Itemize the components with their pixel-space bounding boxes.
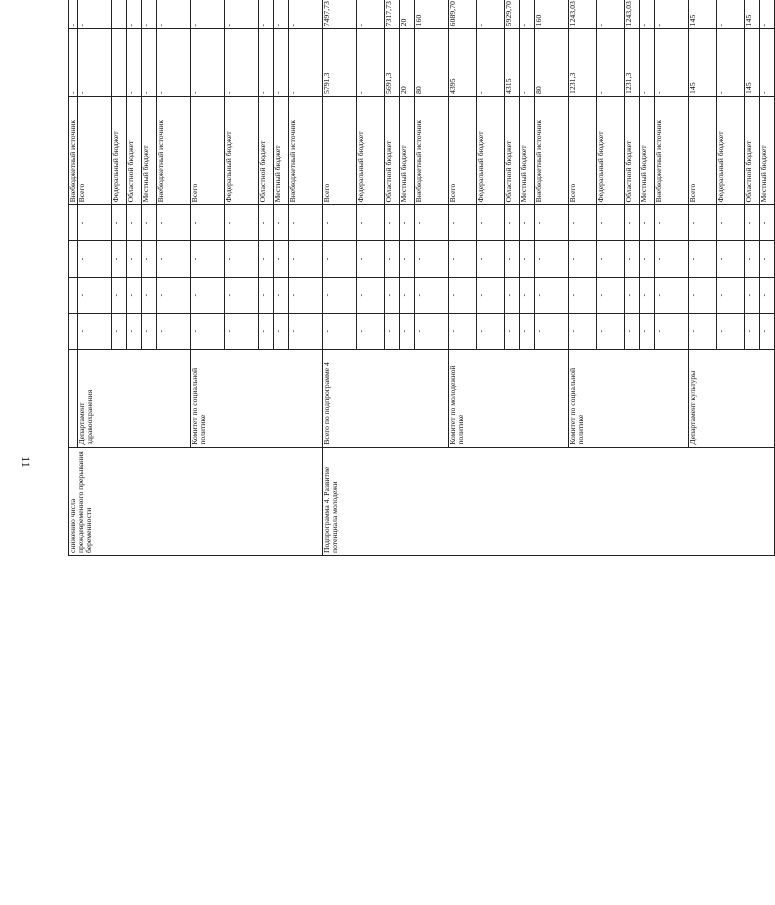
funding-source-cell: Федеральный бюджет	[597, 97, 625, 205]
dash-cell: -	[289, 205, 323, 241]
dash-cell: -	[127, 205, 142, 241]
amount-cell: -	[274, 29, 289, 97]
amount-cell: -	[760, 29, 775, 97]
dash-cell: -	[323, 241, 357, 277]
dash-cell: -	[112, 205, 127, 241]
amount-cell: 145	[689, 29, 717, 97]
funding-source-cell: Областной бюджет	[505, 97, 520, 205]
amount-cell: -	[289, 0, 323, 29]
dash-cell: -	[259, 313, 274, 349]
funding-source-cell: Федеральный бюджет	[717, 97, 745, 205]
funding-source-cell: Федеральный бюджет	[225, 97, 259, 205]
funding-source-cell: Областной бюджет	[385, 97, 400, 205]
funding-source-cell: Федеральный бюджет	[357, 97, 385, 205]
dash-cell: -	[225, 205, 259, 241]
program-cell: Подпрограмма 4. Развитие потенциала молодежи	[323, 447, 775, 555]
amount-cell: 6089,70	[449, 0, 477, 29]
funding-source-cell: Областной бюджет	[625, 97, 640, 205]
dash-cell: -	[520, 313, 535, 349]
amount-cell: -	[289, 29, 323, 97]
amount-cell: 145	[745, 0, 760, 29]
amount-cell: 4315	[505, 29, 520, 97]
funding-source-cell: Местный бюджет	[520, 97, 535, 205]
dash-cell: -	[520, 277, 535, 313]
dash-cell: -	[400, 313, 415, 349]
dash-cell: -	[225, 241, 259, 277]
amount-cell: -	[142, 29, 157, 97]
dash-cell: -	[640, 277, 655, 313]
amount-cell: -	[357, 0, 385, 29]
executor-cell: Департамент культуры	[689, 349, 775, 447]
dash-cell: -	[274, 241, 289, 277]
amount-cell: 1231,3	[625, 29, 640, 97]
amount-cell: -	[717, 29, 745, 97]
funding-source-cell: Федеральный бюджет	[477, 97, 505, 205]
amount-cell: -	[69, 29, 78, 97]
dash-cell: -	[625, 205, 640, 241]
dash-cell: -	[112, 313, 127, 349]
dash-cell: -	[569, 205, 597, 241]
dash-cell: -	[505, 313, 520, 349]
funding-source-cell: Внебюджетный источник	[535, 97, 569, 205]
funding-source-cell: Местный бюджет	[760, 97, 775, 205]
dash-cell: -	[415, 241, 449, 277]
dash-cell: -	[191, 241, 225, 277]
dash-cell: -	[415, 313, 449, 349]
table-row	[69, 0, 78, 556]
dash-cell: -	[127, 277, 142, 313]
dash-cell: -	[745, 241, 760, 277]
amount-cell: 7497,73	[323, 0, 357, 29]
dash-cell: -	[357, 313, 385, 349]
dash-cell: -	[717, 277, 745, 313]
executor-cell: Департамент здравоохранения	[78, 349, 191, 447]
funding-source-cell: Всего	[191, 97, 225, 205]
dash-cell: -	[689, 313, 717, 349]
funding-source-cell: Местный бюджет	[640, 97, 655, 205]
dash-cell: -	[535, 241, 569, 277]
dash-cell: -	[357, 277, 385, 313]
amount-cell: -	[477, 0, 505, 29]
amount-cell: 5691,3	[385, 29, 400, 97]
dash-cell: -	[225, 313, 259, 349]
dash-cell: -	[415, 205, 449, 241]
amount-cell: -	[157, 0, 191, 29]
dash-cell: -	[385, 205, 400, 241]
dash-cell: -	[655, 313, 689, 349]
dash-cell: -	[449, 277, 477, 313]
amount-cell: -	[477, 29, 505, 97]
amount-cell: -	[655, 0, 689, 29]
dash-cell: -	[289, 277, 323, 313]
amount-cell	[112, 0, 127, 29]
amount-cell: -	[760, 0, 775, 29]
dash-cell: -	[400, 205, 415, 241]
amount-cell: -	[78, 29, 112, 97]
amount-cell: 160	[415, 0, 449, 29]
amount-cell: -	[717, 0, 745, 29]
dash-cell: -	[157, 241, 191, 277]
amount-cell: -	[191, 0, 225, 29]
funding-source-cell: Местный бюджет	[274, 97, 289, 205]
dash-cell: -	[323, 205, 357, 241]
amount-cell: 4395	[449, 29, 477, 97]
dash-cell: -	[597, 241, 625, 277]
dash-cell: -	[505, 205, 520, 241]
dash-cell: -	[274, 205, 289, 241]
funding-source-cell: Всего	[78, 97, 112, 205]
dash-cell: -	[449, 313, 477, 349]
funding-source-cell: Внебюджетный источник	[69, 97, 78, 205]
dash-cell: -	[259, 277, 274, 313]
dash-cell: -	[535, 205, 569, 241]
amount-cell: 145	[689, 0, 717, 29]
funding-source-cell: Всего	[323, 97, 357, 205]
dash-cell: -	[259, 241, 274, 277]
dash-cell: -	[745, 313, 760, 349]
amount-cell: 5791,3	[323, 29, 357, 97]
amount-cell: -	[127, 29, 142, 97]
dash-cell: -	[625, 277, 640, 313]
dash-cell: -	[745, 205, 760, 241]
dash-cell: -	[717, 241, 745, 277]
dash-cell: -	[760, 241, 775, 277]
dash-cell: -	[142, 313, 157, 349]
dash-cell: -	[745, 277, 760, 313]
dash-cell: -	[357, 241, 385, 277]
amount-cell: -	[274, 0, 289, 29]
funding-source-cell: Областной бюджет	[259, 97, 274, 205]
amount-cell: -	[520, 29, 535, 97]
dash-cell: -	[477, 277, 505, 313]
table-row	[323, 0, 357, 556]
funding-source-cell: Областной бюджет	[127, 97, 142, 205]
amount-cell: -	[225, 0, 259, 29]
amount-cell: -	[640, 29, 655, 97]
dash-cell: -	[112, 241, 127, 277]
dash-cell: -	[449, 241, 477, 277]
dash-cell: -	[625, 241, 640, 277]
amount-cell: 20	[400, 0, 415, 29]
amount-cell: -	[655, 29, 689, 97]
funding-source-cell: Всего	[569, 97, 597, 205]
dash-cell: -	[274, 313, 289, 349]
dash-cell: -	[78, 241, 112, 277]
dash-cell: -	[569, 241, 597, 277]
amount-cell: -	[259, 0, 274, 29]
funding-source-cell: Внебюджетный источник	[289, 97, 323, 205]
amount-cell	[112, 29, 127, 97]
dash-cell: -	[689, 277, 717, 313]
amount-cell: -	[597, 29, 625, 97]
dash-cell: -	[655, 277, 689, 313]
dash-cell: -	[569, 277, 597, 313]
dash-cell: -	[157, 313, 191, 349]
dash-cell: -	[357, 205, 385, 241]
dash-cell: -	[640, 241, 655, 277]
dash-cell: -	[78, 313, 112, 349]
dash-cell: -	[142, 277, 157, 313]
dash-cell: -	[142, 205, 157, 241]
dash-cell: -	[127, 241, 142, 277]
dash-cell: -	[142, 241, 157, 277]
dash-cell: -	[760, 277, 775, 313]
amount-cell: 5929,70	[505, 0, 520, 29]
dash-cell: -	[400, 277, 415, 313]
rotated-content	[68, 0, 769, 556]
funding-source-cell: Внебюджетный источник	[415, 97, 449, 205]
dash-cell: -	[289, 313, 323, 349]
dash-cell: -	[505, 277, 520, 313]
amount-cell: -	[225, 29, 259, 97]
amount-cell: -	[357, 29, 385, 97]
dash-cell: -	[535, 277, 569, 313]
dash-cell: -	[477, 241, 505, 277]
dash-cell: -	[191, 205, 225, 241]
dash-cell: -	[385, 277, 400, 313]
amount-cell: -	[520, 0, 535, 29]
budget-table	[68, 0, 775, 556]
executor-cell: Всего по подпрограмме 4	[323, 349, 449, 447]
dash-cell: -	[717, 205, 745, 241]
dash-cell: -	[274, 277, 289, 313]
dash-cell: -	[655, 205, 689, 241]
dash-cell: -	[449, 205, 477, 241]
dash-cell: -	[505, 241, 520, 277]
amount-cell: -	[640, 0, 655, 29]
funding-source-cell: Внебюджетный источник	[157, 97, 191, 205]
dash-cell: -	[640, 313, 655, 349]
executor-cell: Комитет по социальной политике	[191, 349, 323, 447]
dash-cell: -	[157, 205, 191, 241]
funding-source-cell: Областной бюджет	[745, 97, 760, 205]
dash-cell: -	[760, 205, 775, 241]
funding-source-cell: Местный бюджет	[142, 97, 157, 205]
rotated-page	[68, 1, 769, 889]
amount-cell: -	[157, 29, 191, 97]
amount-cell: 1231,3	[569, 29, 597, 97]
funding-source-cell: Местный бюджет	[400, 97, 415, 205]
amount-cell: -	[69, 0, 78, 29]
amount-cell: -	[127, 0, 142, 29]
amount-cell: -	[597, 0, 625, 29]
dash-cell: -	[655, 241, 689, 277]
amount-cell: 145	[745, 29, 760, 97]
page-number: 11	[19, 456, 33, 468]
dash-cell: -	[127, 313, 142, 349]
amount-cell: 1243,03	[569, 0, 597, 29]
amount-cell: -	[259, 29, 274, 97]
dash-cell: -	[400, 241, 415, 277]
program-cell: снижению числа преждевременного прерывания беременности	[69, 447, 323, 555]
dash-cell: -	[760, 313, 775, 349]
dash-cell: -	[520, 205, 535, 241]
funding-source-cell: Всего	[449, 97, 477, 205]
funding-source-cell: Федеральный бюджет	[112, 97, 127, 205]
amount-cell: -	[78, 0, 112, 29]
amount-cell: 20	[400, 29, 415, 97]
executor-cell: Комитет по социальной политике	[569, 349, 689, 447]
amount-cell: -	[191, 29, 225, 97]
dash-cell: -	[569, 313, 597, 349]
dash-cell: -	[191, 277, 225, 313]
dash-cell: -	[191, 313, 225, 349]
dash-cell: -	[477, 205, 505, 241]
dash-cell: -	[689, 241, 717, 277]
dash-cell: -	[477, 313, 505, 349]
dash-cell: -	[385, 313, 400, 349]
amount-cell: 1243,03	[625, 0, 640, 29]
dash-cell: -	[323, 313, 357, 349]
dash-cell: -	[520, 241, 535, 277]
dash-cell: -	[259, 205, 274, 241]
dash-cell: -	[225, 277, 259, 313]
dash-cell: -	[689, 205, 717, 241]
amount-cell: 160	[535, 0, 569, 29]
dash-cell: -	[535, 313, 569, 349]
amount-cell: 80	[535, 29, 569, 97]
dash-cell: -	[597, 205, 625, 241]
dash-cell: -	[415, 277, 449, 313]
executor-cell: Комитет по молодежной политике	[449, 349, 569, 447]
dash-cell: -	[78, 277, 112, 313]
amount-cell: 80	[415, 29, 449, 97]
budget-table-body	[69, 0, 775, 556]
dash-cell: -	[157, 277, 191, 313]
dash-cell: -	[625, 313, 640, 349]
dash-cell: -	[112, 277, 127, 313]
dash-cell: -	[78, 205, 112, 241]
dash-cell: -	[323, 277, 357, 313]
dash-cell: -	[597, 277, 625, 313]
dash-cell: -	[289, 241, 323, 277]
dash-cell: -	[385, 241, 400, 277]
amount-cell: -	[142, 0, 157, 29]
funding-source-cell: Всего	[689, 97, 717, 205]
funding-source-cell: Внебюджетный источник	[655, 97, 689, 205]
dash-cell: -	[597, 313, 625, 349]
dash-cell: -	[717, 313, 745, 349]
dash-cell: -	[640, 205, 655, 241]
amount-cell: 7317,73	[385, 0, 400, 29]
